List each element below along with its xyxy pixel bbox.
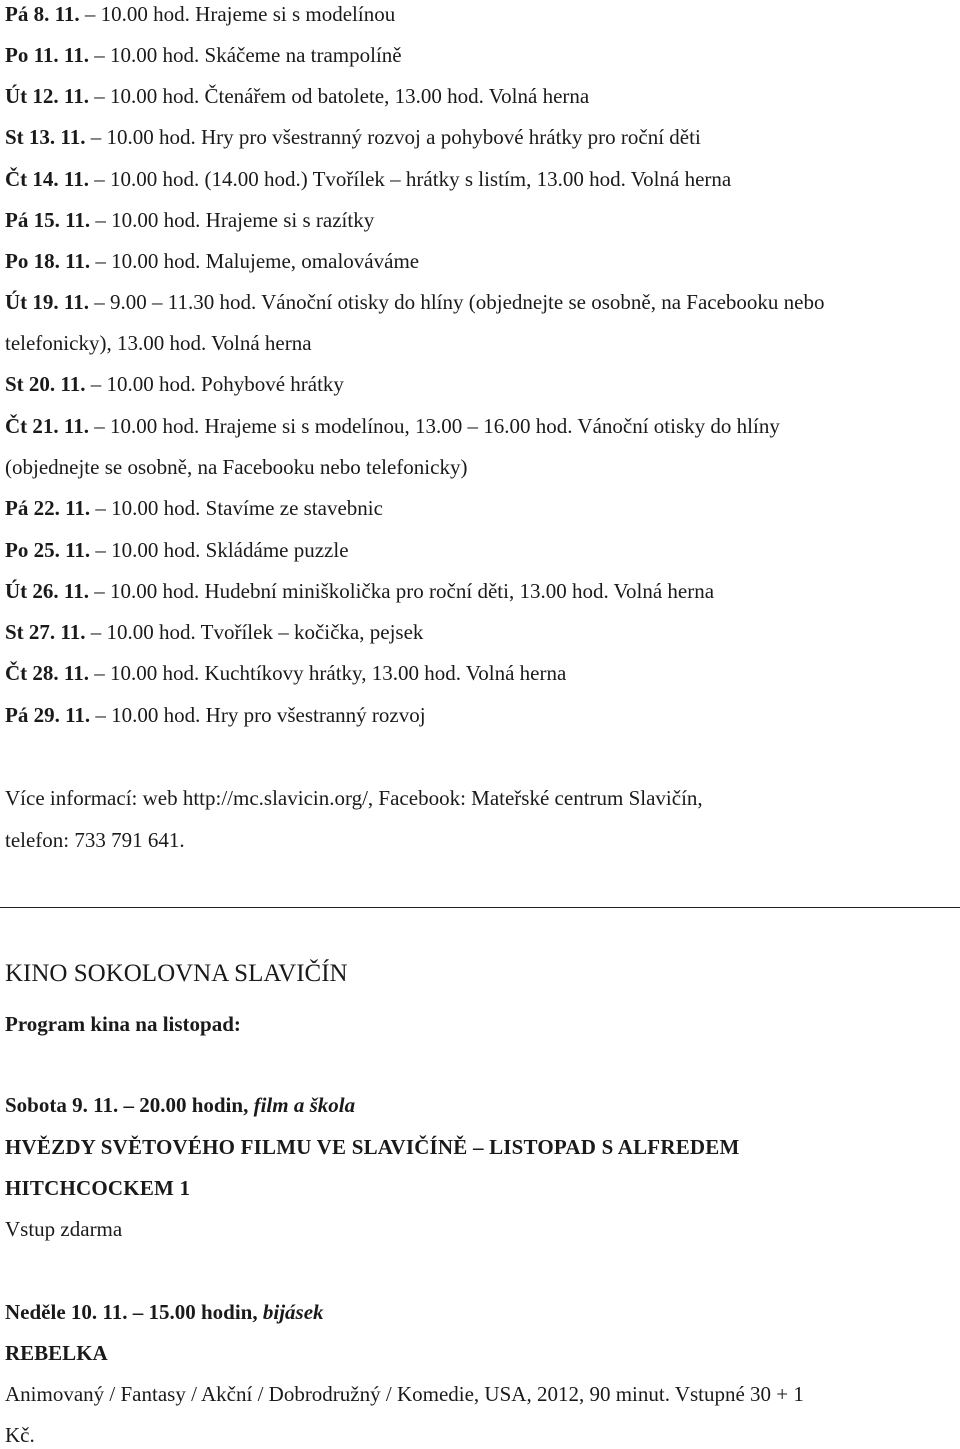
event-title-continuation: HITCHCOCKEM 1 (5, 1176, 191, 1200)
schedule-item (5, 412, 780, 440)
event-date: Neděle 10. 11. – 15.00 hodin, (5, 1300, 263, 1324)
schedule-text: – 10.00 hod. Čtenářem od batolete, 13.00 hod. Volná herna (89, 84, 590, 108)
schedule-day: Po 18. 11. (5, 249, 91, 273)
schedule-item (5, 41, 402, 69)
schedule-day: Pá 8. 11. (5, 2, 80, 26)
schedule-day: Čt 14. 11. (5, 167, 89, 191)
schedule-day: St 20. 11. (5, 372, 86, 396)
event-description-continuation: Kč. (5, 1423, 35, 1447)
schedule-text: – 10.00 hod. (14.00 hod.) Tvořílek – hrátky s listím, 13.00 hod. Volná herna (89, 167, 732, 191)
schedule-item (5, 701, 426, 729)
schedule-text: – 10.00 hod. Hudební miniškolička pro roční děti, 13.00 hod. Volná herna (89, 579, 715, 603)
schedule-item (5, 82, 589, 110)
schedule-item (5, 618, 423, 646)
schedule-item (5, 288, 824, 316)
schedule-text: – 10.00 hod. Hrajeme si s modelínou, 13.00 – 16.00 hod. Vánoční otisky do hlíny (89, 414, 780, 438)
schedule-item (5, 0, 395, 28)
info-line: Více informací: web http://mc.slavicin.org/, Facebook: Mateřské centrum Slavičín, (5, 786, 703, 810)
schedule-text: – 10.00 hod. Kuchtíkovy hrátky, 13.00 hod. Volná herna (89, 661, 567, 685)
cinema-subtitle: Program kina na listopad: (5, 1012, 241, 1036)
schedule-day: Čt 28. 11. (5, 661, 89, 685)
schedule-item-continuation: (objednejte se osobně, na Facebooku nebo telefonicky) (5, 455, 468, 479)
event-date-line (5, 1298, 324, 1326)
schedule-item (5, 123, 701, 151)
schedule-day: Po 11. 11. (5, 43, 90, 67)
schedule-text: – 10.00 hod. Tvořílek – kočička, pejsek (85, 620, 424, 644)
schedule-text: – 10.00 hod. Hrajeme si s razítky (90, 208, 375, 232)
schedule-day: St 27. 11. (5, 620, 86, 644)
schedule-text: – 10.00 hod. Hry pro všestranný rozvoj (90, 703, 426, 727)
schedule-item (5, 247, 419, 275)
schedule-text: – 10.00 hod. Hrajeme si s modelínou (79, 2, 396, 26)
schedule-item (5, 206, 374, 234)
schedule-text: – 10.00 hod. Malujeme, omalováváme (90, 249, 420, 273)
info-phone: telefon: 733 791 641. (5, 828, 185, 852)
schedule-text: – 9.00 – 11.30 hod. Vánoční otisky do hlíny (objednejte se osobně, na Facebooku nebo (89, 290, 825, 314)
schedule-day: Út 19. 11. (5, 290, 89, 314)
schedule-text: – 10.00 hod. Stavíme ze stavebnic (90, 496, 383, 520)
schedule-day: Pá 15. 11. (5, 208, 91, 232)
event-date-line (5, 1091, 355, 1119)
schedule-text: – 10.00 hod. Skáčeme na trampolíně (89, 43, 402, 67)
schedule-day: Pá 29. 11. (5, 703, 91, 727)
schedule-item (5, 577, 714, 605)
event-title: HVĚZDY SVĚTOVÉHO FILMU VE SLAVIČÍNĚ – LISTOPAD S ALFREDEM (5, 1135, 740, 1159)
schedule-day: Čt 21. 11. (5, 414, 89, 438)
event-category: film a škola (253, 1093, 356, 1117)
schedule-day: Po 25. 11. (5, 538, 91, 562)
schedule-text: – 10.00 hod. Pohybové hrátky (85, 372, 344, 396)
event-category: bijásek (262, 1300, 324, 1324)
schedule-item (5, 165, 731, 193)
cinema-title: KINO SOKOLOVNA SLAVIČÍN (5, 960, 348, 987)
event-date: Sobota 9. 11. – 20.00 hodin, (5, 1093, 254, 1117)
section-divider (0, 907, 960, 908)
schedule-day: Pá 22. 11. (5, 496, 91, 520)
schedule-day: St 13. 11. (5, 125, 86, 149)
schedule-item (5, 536, 349, 564)
event-title: REBELKA (5, 1341, 108, 1365)
event-note: Vstup zdarma (5, 1217, 123, 1241)
schedule-item-continuation: telefonicky), 13.00 hod. Volná herna (5, 331, 312, 355)
schedule-text: – 10.00 hod. Hry pro všestranný rozvoj a pohybové hrátky pro roční děti (85, 125, 701, 149)
schedule-item (5, 659, 566, 687)
schedule-item (5, 494, 383, 522)
schedule-item (5, 370, 344, 398)
schedule-text: – 10.00 hod. Skládáme puzzle (90, 538, 349, 562)
schedule-day: Út 26. 11. (5, 579, 89, 603)
event-description: Animovaný / Fantasy / Akční / Dobrodružný / Komedie, USA, 2012, 90 minut. Vstupné 30 + 1 (5, 1382, 804, 1406)
schedule-day: Út 12. 11. (5, 84, 89, 108)
